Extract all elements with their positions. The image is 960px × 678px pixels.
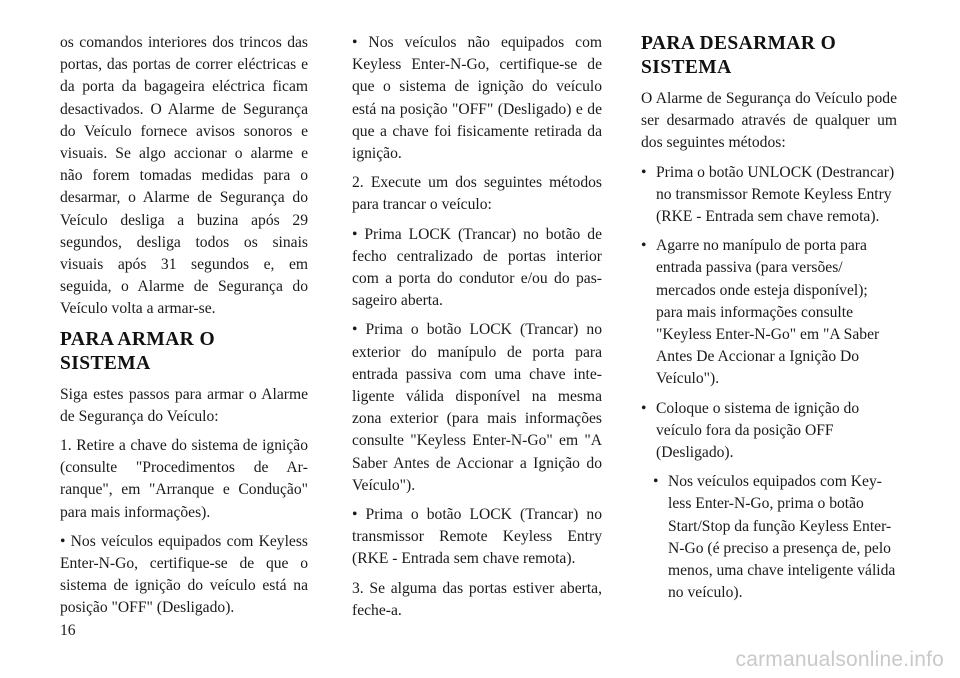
- bullet-icon: •: [641, 237, 647, 255]
- sub-list-item: • Nos veículos equipados com Keyless Enter-N-Go, prima o botão Start/Stop da função Keyless Enter-N-Go (é preciso a presença de, pelo menos, uma chave inteligente válida no veículo).: [653, 473, 896, 602]
- section-heading-disarm: PARA DESARMAR O SISTEMA: [641, 33, 837, 78]
- paragraph: • Prima o botão LOCK (Trancar) no exterior do manípulo de porta para entrada passiva com uma chave inteligente válida disponível na mesma zona exterior (para mais informações consulte "Keyless Enter-N-Go" em "A Saber Antes de Accionar a Ignição do Veículo").: [352, 321, 602, 494]
- column-left: [60, 32, 308, 627]
- bullet-icon: •: [641, 399, 647, 417]
- bullet-icon: •: [653, 473, 659, 491]
- paragraph: O Alarme de Segurança do Veículo pode ser desarmado através de qualquer um dos seguintes métodos:: [641, 90, 897, 152]
- paragraph: os comandos interiores dos trincos das portas, das portas de correr eléctricas e da porta da bagageira eléctrica ficam desactivados. O Alarme de Segurança do Veículo fornece avisos sonoros e visuais. Se algo accionar o alarme e não forem tomadas medidas para o desarmar, o Alarme de Segurança do Veículo desliga a buzina após 29 segundos, desliga todos os sinais visuais após 31 segundos e, em seguida, o Alarme de Segurança do Veículo volta a armar-se.: [60, 34, 308, 318]
- paragraph: Siga estes passos para armar o Alarme de Segurança do Veículo:: [60, 385, 308, 425]
- paragraph: • Prima LOCK (Trancar) no botão de fecho centralizado de portas interior com a porta do condutor e/ou do passageiro aberta.: [352, 225, 602, 310]
- paragraph: • Nos veículos não equipados com Keyless Enter-N-Go, certifique-se de que o sistema de ignição do veículo está na posição "OFF" (Desligado) e de que a chave foi fisicamente retirada da ignição.: [352, 34, 602, 163]
- list-item: • Prima o botão UNLOCK (Destrancar) no transmissor Remote Keyless Entry (RKE - Entrada sem chave remota).: [641, 163, 895, 226]
- page-number: 16: [60, 622, 76, 639]
- list-item: • Coloque o sistema de ignição do veículo fora da posição OFF (Desligado).: [641, 399, 860, 462]
- column-right: [641, 32, 897, 611]
- paragraph: • Nos veículos equipados com Keyless Enter-N-Go, certifique-se de que o sistema de ignição do veículo está na posição "OFF" (Desligado).: [60, 532, 308, 617]
- step-2: 2. Execute um dos seguintes métodos para trancar o veículo:: [352, 174, 602, 214]
- section-heading-arm: PARA ARMAR O SISTEMA: [60, 328, 216, 374]
- step-1: 1. Retire a chave do sistema de ignição (consulte "Procedimentos de Arranque", em "Arranque e Condução" para mais informações).: [60, 437, 308, 521]
- list-item: • Agarre no manípulo de porta para entrada passiva (para versões/ mercados onde esteja disponível); para mais informações consulte "Keyless Enter-N-Go" em "A Saber Antes De Accionar a Ignição Do Veículo").: [641, 237, 880, 388]
- bullet-icon: •: [641, 163, 647, 181]
- disarm-methods-list: [641, 162, 897, 605]
- paragraph: • Prima o botão LOCK (Trancar) no transmissor Remote Keyless Entry (RKE - Entrada sem chave remota).: [352, 506, 602, 568]
- watermark: carmanualsonline.info: [735, 648, 944, 671]
- step-3: 3. Se alguma das portas estiver aberta, feche-a.: [352, 579, 602, 619]
- column-middle: [352, 32, 602, 629]
